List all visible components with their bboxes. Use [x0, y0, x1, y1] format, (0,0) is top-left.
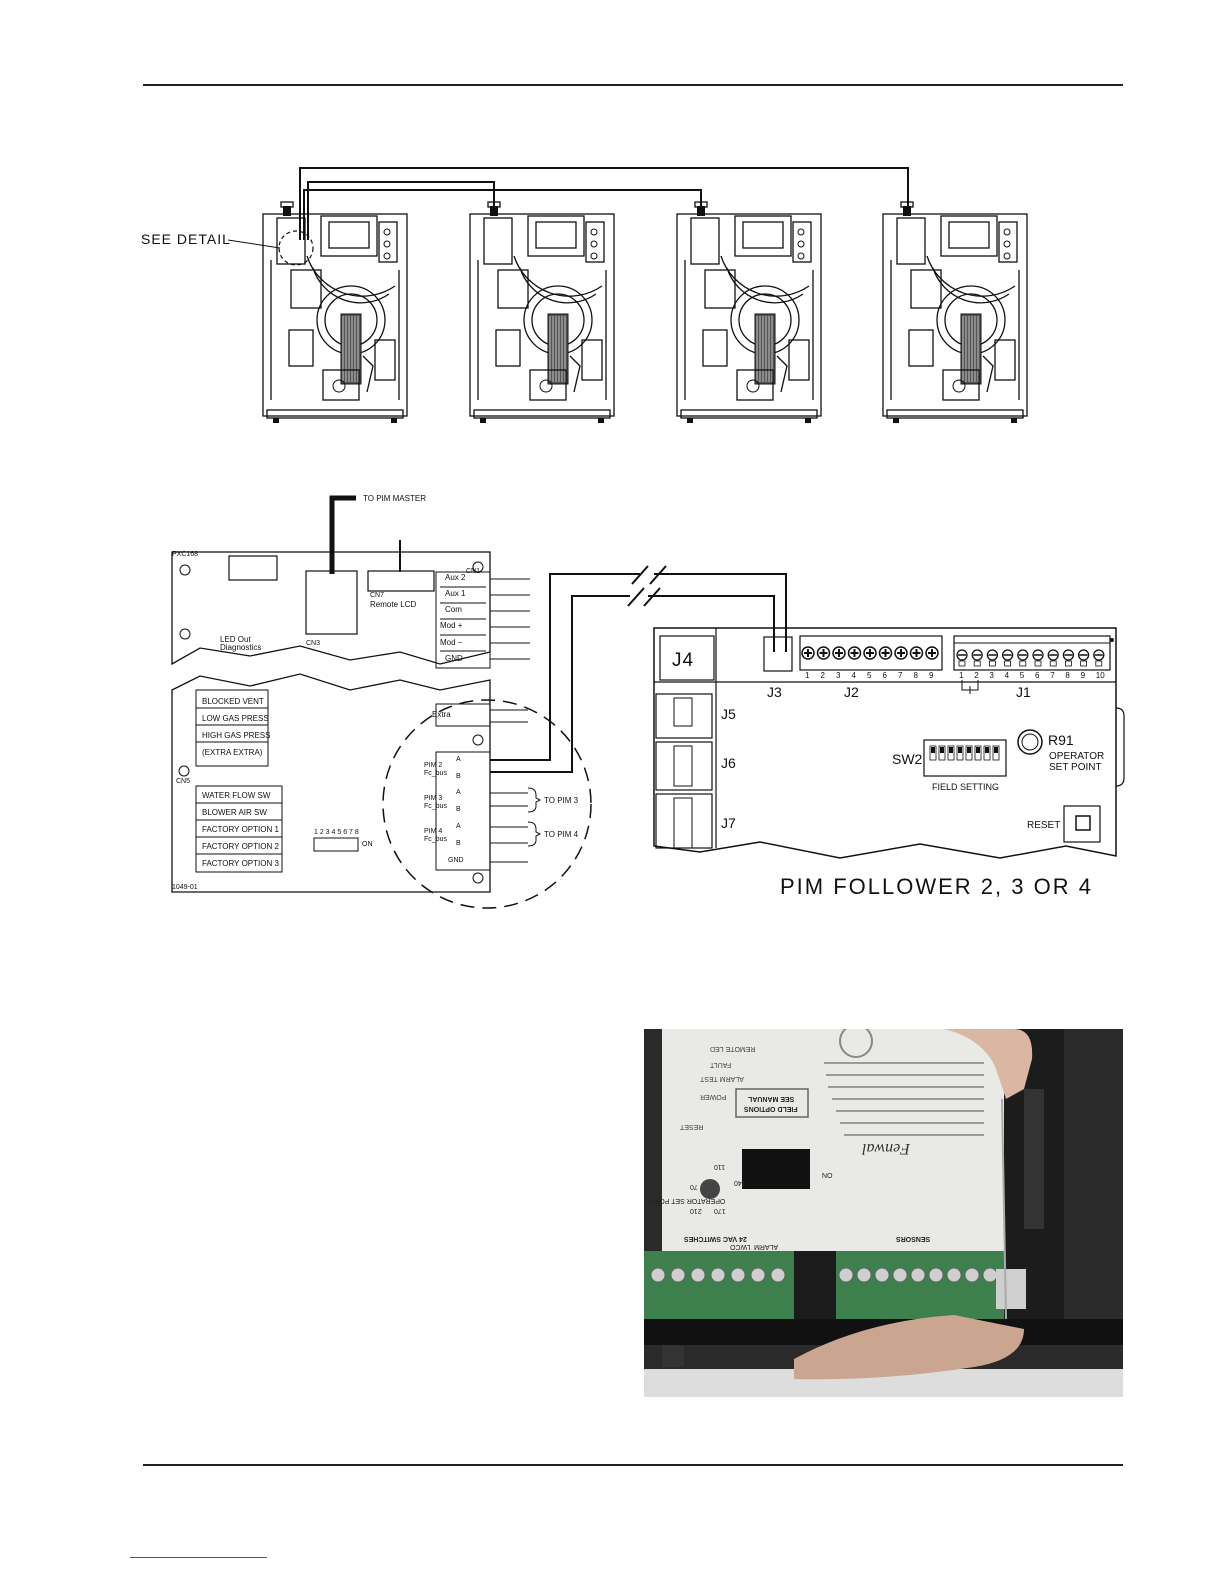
field-setting-label: FIELD SETTING: [932, 782, 1000, 792]
photo-setpoint-70: 70: [690, 1183, 698, 1190]
footer-rule: [143, 1464, 1123, 1466]
cn3-label: CN3: [306, 640, 321, 647]
fc-group-pim-2: PIM 2: [424, 762, 443, 769]
to-pim-master-cable: [332, 498, 356, 574]
photo-operator-set-point: OPERATOR SET POINT: [648, 1197, 726, 1204]
sw2-label: SW2: [892, 751, 923, 767]
fc-bus-leads: [490, 710, 528, 862]
photo-brand-text: Fenwal: [862, 1140, 910, 1157]
cn7-label: CN7: [370, 592, 385, 599]
cn5-label: CN5: [176, 778, 191, 785]
terminal-low-gas-press: LOW GAS PRESS: [202, 714, 269, 723]
terminal-com: Com: [445, 605, 462, 614]
cn1-label: CN1: [466, 568, 481, 575]
j1-pin-number: 5: [1019, 671, 1025, 680]
photo-alarm-test-text: ALARM TEST: [700, 1075, 744, 1082]
photo-setpoint-170: 170: [714, 1207, 726, 1214]
j1-pin-number: 10: [1095, 671, 1105, 680]
terminal-factory-option-1: FACTORY OPTION 1: [202, 825, 279, 834]
j6-label: J6: [721, 755, 736, 771]
terminal-high-gas-press: HIGH GAS PRESS: [202, 731, 271, 740]
led-out-label: LED Out: [220, 635, 251, 644]
reset-label: RESET: [1027, 820, 1061, 831]
j2-pin-number: 5: [867, 671, 872, 680]
photo-switches-text: 24 VAC SWITCHES: [684, 1235, 747, 1242]
board-id-bottom: 1049-01: [172, 884, 198, 891]
j2-pin-number: 9: [929, 671, 934, 680]
board-photo: [644, 1029, 1123, 1397]
terminal-factory-option-3: FACTORY OPTION 3: [202, 859, 279, 868]
j2-pin-number: 3: [836, 671, 841, 680]
j2-pin-number: 8: [913, 671, 918, 680]
terminal-aux-2: Aux 2: [445, 573, 466, 582]
j2-label: J2: [844, 684, 859, 700]
photo-setpoint-140: 140: [734, 1179, 746, 1186]
fc-bus-pim-3: Fc_bus: [424, 803, 447, 810]
j2-pin-number: 4: [851, 671, 856, 680]
j3-label: J3: [767, 684, 782, 700]
terminal-mod-plus: Mod +: [440, 621, 463, 630]
footer-link-underline: [130, 1557, 267, 1558]
terminal-water-flow-sw: WATER FLOW SW: [202, 791, 271, 800]
j5-label: J5: [721, 706, 736, 722]
j1-pin-number: 6: [1035, 671, 1040, 680]
j1-pin-number: 2: [974, 671, 979, 680]
photo-field-options-2: SEE MANUAL: [748, 1095, 795, 1102]
terminal-blower-air-sw: BLOWER AIR SW: [202, 808, 267, 817]
fc-bus-pim-4: Fc_bus: [424, 836, 447, 843]
j2-pin-number: 7: [898, 671, 903, 680]
photo-setpoint-110: 110: [714, 1163, 726, 1170]
j7-label: J7: [721, 815, 736, 831]
terminal-gnd-top: GND: [445, 654, 463, 663]
fc-pin-a-2: A: [456, 756, 461, 763]
pim-dip-switch: [314, 838, 358, 851]
terminal-aux-1: Aux 1: [445, 589, 466, 598]
follower-caption: PIM FOLLOWER 2, 3 OR 4: [780, 874, 1093, 899]
photo-on-text: ON: [822, 1171, 833, 1178]
j1-label: J1: [1016, 684, 1031, 700]
photo-power-text: POWER: [700, 1093, 727, 1100]
dip-numbers: 1 2 3 4 5 6 7 8: [314, 829, 359, 836]
terminal-factory-option-2: FACTORY OPTION 2: [202, 842, 279, 851]
board-id-top: PXC168: [172, 551, 199, 558]
fc-gnd-label: GND: [448, 857, 464, 864]
j1-pin-number: 3: [989, 671, 994, 680]
j2-pin-number: 1: [805, 671, 810, 680]
remote-lcd-connector: [368, 571, 434, 591]
fc-bus-cables: [490, 566, 786, 772]
j2-pin-number: 6: [882, 671, 887, 680]
to-pim-3-label: TO PIM 3: [544, 796, 579, 805]
extra-label: Extra: [432, 710, 451, 719]
to-pim-master-label: TO PIM MASTER: [363, 494, 426, 503]
terminal-extra-extra: (EXTRA EXTRA): [202, 748, 263, 757]
j1-pin-number: 1: [959, 671, 964, 680]
photo-remote-led-text: REMOTE LED: [710, 1045, 756, 1052]
fc-pin-b-4: B: [456, 840, 461, 847]
see-detail-label: SEE DETAIL: [141, 231, 231, 247]
photo-alarm-text: ALARM: [754, 1243, 779, 1250]
set-point-label: SET POINT: [1049, 762, 1102, 773]
j2-pin-number: 2: [820, 671, 825, 680]
photo-setpoint-210: 210: [690, 1207, 702, 1214]
j1-pin-number: 8: [1065, 671, 1070, 680]
reset-button[interactable]: [1064, 806, 1100, 842]
fc-pin-b-3: B: [456, 806, 461, 813]
j3-connector: [764, 637, 792, 671]
diagnostics-label: Diagnostics: [220, 643, 262, 652]
r91-label: R91: [1048, 732, 1074, 748]
fc-pin-b-2: B: [456, 773, 461, 780]
photo-sensors-text: SENSORS: [896, 1235, 931, 1242]
terminal-blocked-vent: BLOCKED VENT: [202, 697, 264, 706]
cn3-connector: [306, 571, 357, 634]
to-pim-4-label: TO PIM 4: [544, 830, 579, 839]
dip-on-label: ON: [362, 841, 373, 848]
j1-pin-number: 4: [1004, 671, 1010, 680]
photo-reset-text: RESET: [680, 1123, 704, 1130]
remote-lcd-label: Remote LCD: [370, 600, 417, 609]
fc-group-pim-3: PIM 3: [424, 795, 443, 802]
fc-pin-a-3: A: [456, 789, 461, 796]
j1-pin-number: 7: [1050, 671, 1055, 680]
terminal-mod-minus: Mod −: [440, 638, 463, 647]
operator-label: OPERATOR: [1049, 751, 1105, 762]
photo-fault-text: FAULT: [710, 1061, 732, 1068]
j4-label: J4: [672, 650, 695, 671]
photo-field-options-1: FIELD OPTIONS: [744, 1105, 798, 1112]
fc-pin-a-4: A: [456, 823, 461, 830]
j2-terminal-block: [800, 636, 942, 670]
photo-lwco-text: LWCO: [730, 1243, 751, 1250]
fc-group-pim-4: PIM 4: [424, 828, 443, 835]
j1-terminal-block: [954, 636, 1110, 670]
j1-pin-number: 9: [1080, 671, 1086, 680]
fc-bus-pim-2: Fc_bus: [424, 770, 447, 777]
